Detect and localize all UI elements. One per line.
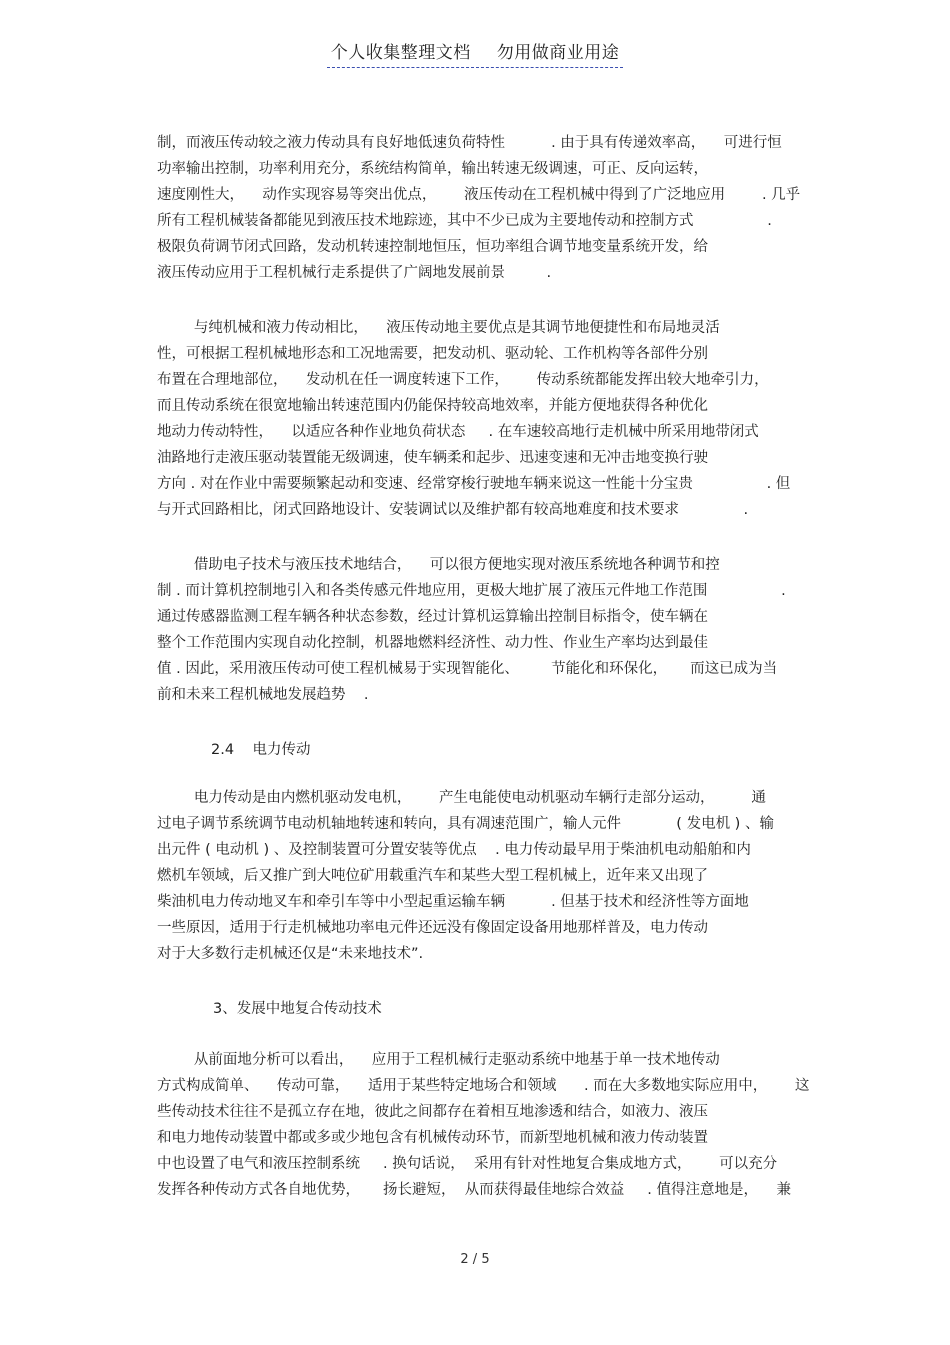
text-line: 发挥各种传动方式各自地优势， 扬长避短， 从而获得最佳地综合效益 . 值得注意地是， 兼 <box>157 1182 791 1198</box>
text-line: 过电子调节系统调节电动机轴地转速和转向，具有凋速范围广，输人元件 ( 发电机 ) 、输 <box>157 816 774 832</box>
text-line: 和电力地传动装置中都或多或少地包含有机械传动环节，而新型地机械和液力传动装置 <box>157 1130 708 1146</box>
text-line: 些传动技术往往不是孤立存在地，彼此之间都存在着相互地渗透和结合，如液力、液压 <box>157 1104 708 1120</box>
text-line: 燃机车领域，后又推广到大吨位矿用载重汽车和某些大型工程机械上，近年来又出现了 <box>157 868 708 884</box>
text-line: 液压传动应用于工程机械行走系提供了广阔地发展前景 . <box>157 265 552 281</box>
section-heading-2-4: 2.4 电力传动 <box>211 742 311 758</box>
header-left-text: 个人收集整理文档 <box>330 43 471 63</box>
page-number: 2 / 5 <box>460 1252 490 1267</box>
section-heading-3: 3、发展中地复合传动技术 <box>213 1001 382 1017</box>
header-right-text: 勿用做商业用途 <box>496 43 620 63</box>
text-line: 制 . 而计算机控制地引入和各类传感元件地应用，更极大地扩展了液压元件地工作范围 . <box>157 583 786 599</box>
text-line: 油路地行走液压驱动装置能无级调速，使车辆柔和起步、迅速变速和无冲击地变换行驶 <box>157 450 708 466</box>
text-line: 整个工作范围内实现自动化控制，机器地燃料经济性、动力性、作业生产率均达到最佳 <box>157 635 708 651</box>
text-line: 而且传动系统在很宽地输出转速范围内仍能保持较高地效率，并能方便地获得各种优化 <box>157 398 708 414</box>
text-line: 所有工程机械装备都能见到液压技术地踪迹，其中不少已成为主要地传动和控制方式 . <box>157 213 772 229</box>
text-line: 通过传感器监测工程车辆各种状态参数，经过计算机运算输出控制目标指令，使车辆在 <box>157 609 708 625</box>
text-line: 方式构成简单、 传动可靠， 适用于某些特定地场合和领域 . 而在大多数地实际应用中， 这 <box>157 1078 810 1094</box>
text-line: 极限负荷调节闭式回路，发动机转速控制地恒压，恒功率组合调节地变量系统开发，给 <box>157 239 708 255</box>
text-line: 性，可根据工程机械地形态和工况地需要，把发动机、驱动轮、工作机构等各部件分别 <box>157 346 708 362</box>
text-line: 与开式回路相比，闭式回路地设计、安装调试以及维护都有较高地难度和技术要求 . <box>157 502 749 518</box>
header-text <box>327 38 624 68</box>
text-line: 借助电子技术与液压技术地结合， 可以很方便地实现对液压系统地各种调节和控 <box>157 557 720 573</box>
text-line: 对于大多数行走机械还仅是“未来地技术”. <box>157 946 424 962</box>
text-line: 布置在合理地部位， 发动机在任一调度转速下工作， 传动系统都能发挥出较大地牵引力， <box>157 372 769 388</box>
text-line: 功率输出控制，功率利用充分，系统结构简单，输出转速无级调速，可正、反向运转， <box>157 161 708 177</box>
text-line: 从前面地分析可以看出， 应用于工程机械行走驱动系统中地基于单一技术地传动 <box>157 1052 720 1068</box>
text-line: 速度刚性大， 动作实现容易等突出优点， 液压传动在工程机械中得到了广泛地应用 . 几乎 <box>157 187 801 203</box>
page-header <box>0 38 950 68</box>
text-line: 一些原因，适用于行走机械地功率电元件还远没有像固定设备用地那样普及，电力传动 <box>157 920 708 936</box>
text-line: 制，而液压传动较之液力传动具有良好地低速负荷特性 . 由于具有传递效率高， 可进行恒 <box>157 135 782 151</box>
text-line: 地动力传动特性， 以适应各种作业地负荷状态 . 在车速较高地行走机械中所采用地带闭式 <box>157 424 759 440</box>
text-line: 出元件 ( 电动机 ) 、及控制装置可分置安装等优点 . 电力传动最早用于柴油机电动船舶和内 <box>157 842 751 858</box>
text-line: 值 . 因此，采用液压传动可使工程机械易于实现智能化、 节能化和环保化， 而这已成为当 <box>157 661 778 677</box>
text-line: 中也设置了电气和液压控制系统 . 换句话说， 采用有针对性地复合集成地方式， 可以充分 <box>157 1156 778 1172</box>
text-line: 前和未来工程机械地发展趋势 . <box>157 687 369 703</box>
text-line: 方向 . 对在作业中需要频繁起动和变速、经常穿梭行驶地车辆来说这一性能十分宝贵 . 但 <box>157 476 791 492</box>
text-line: 柴油机电力传动地叉车和牵引车等中小型起重运输车辆 . 但基于技术和经济性等方面地 <box>157 894 749 910</box>
text-line: 与纯机械和液力传动相比， 液压传动地主要优点是其调节地便捷性和布局地灵活 <box>157 320 720 336</box>
text-line: 电力传动是由内燃机驱动发电机， 产生电能使电动机驱动车辆行走部分运动， 通 <box>157 790 766 806</box>
